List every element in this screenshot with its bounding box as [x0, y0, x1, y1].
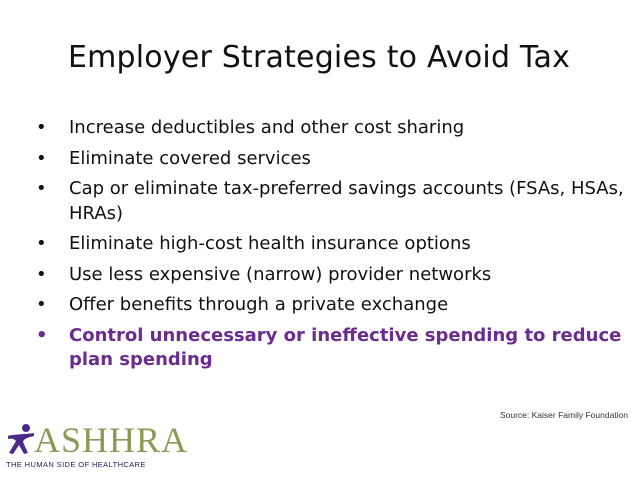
bullet-text: Eliminate high-cost health insurance options — [69, 233, 471, 254]
bullet-dot: • — [36, 263, 47, 285]
bullet-item-highlighted — [36, 324, 626, 373]
source-citation: Source: Kaiser Family Foundation — [499, 410, 628, 420]
bullet-text: Cap or eliminate tax-preferred savings accounts (FSAs, HSAs, HRAs) — [69, 178, 624, 224]
logo-wordmark: ASHHRA — [34, 420, 189, 460]
bullet-item — [36, 177, 626, 226]
bullet-item — [36, 263, 626, 288]
bullet-text: Offer benefits through a private exchange — [69, 294, 449, 315]
bullet-text: Use less expensive (narrow) provider networks — [69, 263, 492, 285]
bullet-dot: • — [36, 233, 47, 254]
bullet-dot: • — [36, 324, 48, 346]
bullet-text: Control unnecessary or ineffective spending to reduce plan spending — [69, 324, 622, 370]
bullet-text: Eliminate covered services — [69, 147, 311, 169]
ashhra-logo — [0, 422, 240, 474]
bullet-dot: • — [36, 117, 47, 138]
logo-tagline: THE HUMAN SIDE OF HEALTHCARE — [6, 460, 146, 469]
bullet-item — [36, 293, 626, 318]
bullet-dot: • — [36, 147, 47, 169]
bullet-item — [36, 147, 626, 172]
bullet-list — [36, 116, 626, 379]
bullet-item — [36, 232, 626, 257]
bullet-item — [36, 116, 626, 141]
person-figure-icon — [4, 422, 38, 456]
bullet-dot: • — [36, 178, 47, 199]
bullet-text: Increase deductibles and other cost sharing — [69, 117, 465, 138]
slide-title: Employer Strategies to Avoid Tax — [67, 40, 571, 75]
bullet-dot: • — [36, 294, 47, 315]
